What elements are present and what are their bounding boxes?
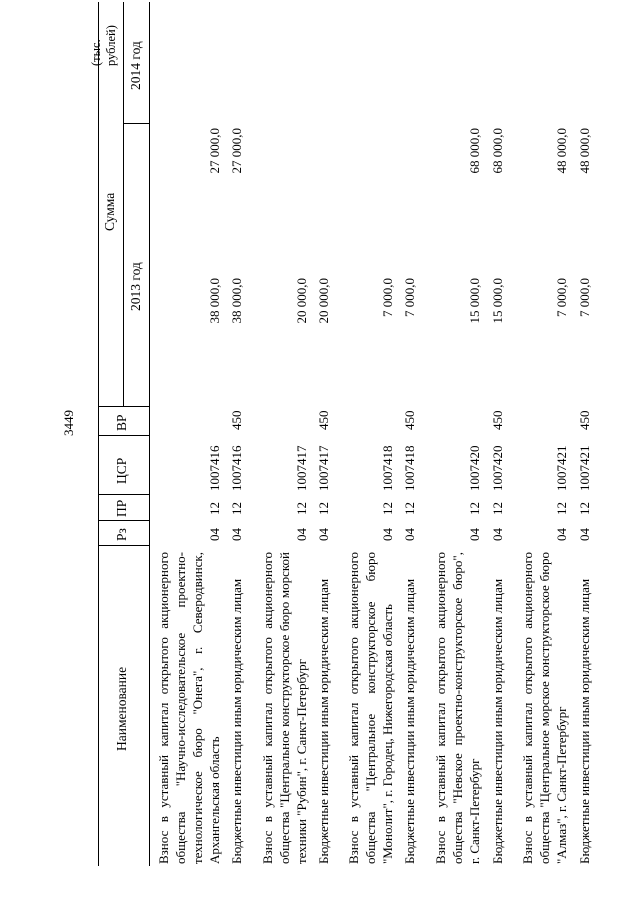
row-name [228, 552, 245, 864]
cell-pr: 12 [402, 502, 417, 515]
row-name-line: техники "Рубин", г. Санкт-Петербург [294, 659, 309, 864]
cell-csr: 1007421 [577, 445, 592, 491]
cell-rz: 04 [207, 528, 222, 541]
cell-y2013: 38 000,0 [229, 278, 244, 324]
cell-y2014: 27 000,0 [229, 128, 244, 174]
header-2013: 2013 год [128, 262, 143, 311]
row-name-line: общества "Центральное конструкторское бюро [363, 552, 378, 864]
row-name-line: технологическое бюро "Онега", г. Северодвинск, [190, 552, 205, 864]
row-name-line: Взнос в уставный капитал открытого акционерного [156, 552, 171, 864]
cell-y2014: 68 000,0 [467, 128, 482, 174]
cell-y2014: 27 000,0 [207, 128, 222, 174]
table-header [98, 2, 150, 866]
cell-csr: 1007416 [229, 445, 244, 491]
cell-y2013: 15 000,0 [490, 278, 505, 324]
header-csr: ЦСР [114, 457, 129, 484]
cell-y2013: 20 000,0 [316, 278, 331, 324]
cell-rz: 04 [294, 528, 309, 541]
row-name-line: общества "Центральное морское конструкторское бюро [537, 552, 552, 864]
cell-y2013: 7 000,0 [380, 278, 395, 317]
cell-csr: 1007417 [294, 445, 309, 491]
row-name [259, 552, 310, 864]
header-pr: ПР [114, 499, 129, 517]
cell-csr: 1007417 [316, 445, 331, 491]
row-name-line: "Алмаз", г. Санкт-Петербург [554, 706, 569, 864]
row-name-line: Бюджетные инвестиции иным юридическим лицам [490, 578, 505, 864]
cell-vr: 450 [490, 410, 505, 430]
row-name [345, 552, 396, 864]
cell-y2014: 68 000,0 [490, 128, 505, 174]
cell-pr: 12 [554, 502, 569, 515]
row-name-line: г. Санкт-Петербург [467, 758, 482, 864]
header-2014: 2014 год [128, 41, 143, 90]
cell-csr: 1007420 [490, 445, 505, 491]
cell-y2013: 38 000,0 [207, 278, 222, 324]
row-name-line: общества "Научно-исследовательское проектно- [173, 552, 188, 864]
cell-rz: 04 [490, 528, 505, 541]
row-name-line: Взнос в уставный капитал открытого акционерного [346, 552, 361, 864]
row-name [432, 552, 483, 864]
row-name-line: Бюджетные инвестиции иным юридическим лицам [316, 578, 331, 864]
cell-rz: 04 [380, 528, 395, 541]
cell-csr: 1007421 [554, 445, 569, 491]
row-name-line: Взнос в уставный капитал открытого акционерного [520, 552, 535, 864]
cell-pr: 12 [577, 502, 592, 515]
cell-csr: 1007418 [380, 445, 395, 491]
row-name-line: общества "Центральное конструкторское бюро морской [277, 552, 292, 864]
row-name-line: Бюджетные инвестиции иным юридическим лицам [402, 578, 417, 864]
page-number: 3449 [61, 410, 76, 436]
cell-vr: 450 [577, 410, 592, 430]
cell-vr: 450 [402, 410, 417, 430]
cell-y2013: 7 000,0 [402, 278, 417, 317]
cell-rz: 04 [577, 528, 592, 541]
cell-pr: 12 [380, 502, 395, 515]
header-name: Наименование [114, 666, 129, 751]
cell-rz: 04 [316, 528, 331, 541]
cell-rz: 04 [402, 528, 417, 541]
cell-vr: 450 [316, 410, 331, 430]
row-name-line: общества "Невское проектно-конструкторское бюро", [450, 552, 465, 864]
row-name [576, 552, 593, 864]
cell-pr: 12 [490, 502, 505, 515]
cell-pr: 12 [294, 502, 309, 515]
cell-pr: 12 [207, 502, 222, 515]
cell-y2013: 7 000,0 [577, 278, 592, 317]
row-name [489, 552, 506, 864]
cell-pr: 12 [467, 502, 482, 515]
row-name-line: Архангельская область [207, 736, 222, 864]
cell-vr: 450 [229, 410, 244, 430]
cell-y2013: 7 000,0 [554, 278, 569, 317]
row-name-line: Бюджетные инвестиции иным юридическим лицам [577, 578, 592, 864]
units-label: (тыс. рублей) [89, 25, 118, 66]
row-name [401, 552, 418, 864]
cell-csr: 1007420 [467, 445, 482, 491]
cell-csr: 1007418 [402, 445, 417, 491]
header-rz: Рз [114, 528, 129, 541]
cell-y2014: 48 000,0 [577, 128, 592, 174]
row-name-line: Бюджетные инвестиции иным юридическим лицам [229, 578, 244, 864]
cell-y2013: 20 000,0 [294, 278, 309, 324]
rotated-page [56, 2, 592, 866]
row-name-line: Взнос в уставный капитал открытого акционерного [433, 552, 448, 864]
row-name-line: Взнос в уставный капитал открытого акционерного [260, 552, 275, 864]
header-sum: Сумма [102, 192, 117, 231]
row-name [155, 552, 223, 864]
cell-rz: 04 [554, 528, 569, 541]
cell-pr: 12 [229, 502, 244, 515]
cell-rz: 04 [467, 528, 482, 541]
row-name-line: "Монолит", г. Городец, Нижегородская область [380, 604, 395, 864]
row-name [315, 552, 332, 864]
cell-pr: 12 [316, 502, 331, 515]
row-name [519, 552, 570, 864]
header-vr: ВР [114, 414, 129, 431]
cell-y2014: 48 000,0 [554, 128, 569, 174]
cell-csr: 1007416 [207, 445, 222, 491]
cell-y2013: 15 000,0 [467, 278, 482, 324]
cell-rz: 04 [229, 528, 244, 541]
